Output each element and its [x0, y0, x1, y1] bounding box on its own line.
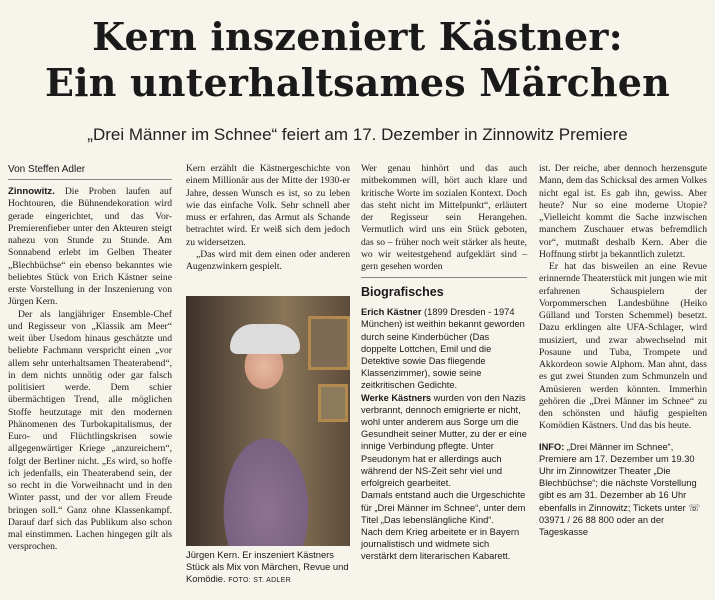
biography-box	[361, 277, 527, 562]
article-paragraph: „Das wird mit dem einen oder anderen Augenzwinkern gespielt.	[186, 248, 350, 272]
photo-caption: Jürgen Kern. Er inszeniert Kästners Stück als Mix von Märchen, Revue und Komödie. FOTO: ST. ADLER	[186, 549, 349, 584]
picture-frame	[308, 316, 350, 370]
box-paragraph: Damals entstand auch die Urgeschichte für „Drei Männer im Schnee“, unter dem Titel „Das lebenslängliche Kind“.	[361, 490, 526, 525]
picture-frame	[318, 384, 348, 422]
box-paragraph: Werke Kästners wurden von den Nazis verbrannt, dennoch emigrierte er nicht, wohl unter anderem aus Sorge um die Gesundheit seiner Mutter, zu der er eine innige Verbindung pflegte. Unter Pseudonym hat er allerdings auch während der NS-Zeit sehr viel und erfolgreich gearbeitet.	[361, 392, 527, 489]
article-paragraph: Zinnowitz. Die Proben laufen auf Hochtouren, die Bühnendekoration wird gerade eingerichtet, und das Vor-Premierenfieber unter den Akteuren steigt nahezu von Stunde zu Stunde. Am Sonnabend erlebt im Gelben Theater „Blechbüchse“ ein ebenso bekanntes wie beliebtes Stück von Erich Kästner seine erste Vorstellung in der Inszenierung von Jürgen Kern.	[8, 186, 172, 308]
box-paragraph: Nach dem Krieg arbeitete er in Bayern journalistisch und widmete sich verstärkt dem literarischen Kabarett.	[361, 526, 520, 562]
dateline: Zinnowitz.	[8, 186, 55, 197]
box-paragraph: Erich Kästner (1899 Dresden - 1974 München) ist weithin bekannt geworden durch seine Kinderbücher (Das doppelte Lottchen, Emil und die Detektive sowie Das fliegende Klassenzimmer), sowie seine zeitkritischen Gedichte.	[361, 307, 525, 391]
headline-line-2: Ein unterhaltsames Märchen	[44, 60, 670, 105]
portrait-hair	[230, 324, 300, 354]
article-paragraph: Wer genau hinhört und das auch mitbekommen will, hört auch klare und kritische Worte im sozialen Kontext. Doch das steht nicht im Mittelpunkt“, erläutert der Regisseur sein Herangehen. Vermutlich wird uns ein Stück geboten, das so – früher noch weit stärker als heute, wo wir weitestgehend aufgeklärt sind – gern gesehen worden	[361, 163, 527, 272]
byline: Von Steffen Adler	[8, 163, 172, 180]
box-title: Biografisches	[361, 277, 527, 300]
photo-credit: FOTO: ST. ADLER	[228, 577, 291, 584]
article-column-2	[186, 163, 350, 273]
article-column-4	[539, 163, 707, 538]
headline	[0, 14, 715, 106]
article-paragraph: Der als langjähriger Ensemble-Chef und Regisseur von „Klassik am Meer“ weit über Usedom hinaus geschätzte und beliebte Fachmann verspricht einen „vor allem sehr unterhaltsamen Theaterabend“, in dem nichts unnötig oder gar falsch politisiert werde. Dem schier übermächtigen Trend, alle möglichen Stoffe heutzutage mit den modernen Phänomenen des Turbokapitalismus, der Euro- und Flüchtlingskrisen sowie allgegenwärtiger Kriege „anzureichern“, folgt der Berliner nicht. „Es wird, so hoffe ich jedenfalls, ein Theaterabend sein, der so recht in die Vorweihnacht und in den Winter passt, und der vor allem Freude bringen soll.“ Ganz ohne Klassenkampf. Darauf darf sich das Publikum also schon mal einstimmen. Lachen hingegen gilt als versprochen.	[8, 308, 172, 553]
info-box: INFO: „Drei Männer im Schnee“, Premiere am 17. Dezember um 19.30 Uhr im Zinnowitzer Theater „Die Blechbüchse“; die nächste Vorstellung gibt es am 31. Dezember ab 16 Uhr ebenfalls in Zinnowitz; Tickets unter ☏ 03971 / 26 88 800 oder an der Tageskasse	[539, 441, 700, 537]
headline-line-1: Kern inszeniert Kästner:	[92, 14, 623, 59]
article-paragraph: ist. Der reiche, aber dennoch herzensgute Mann, dem das Schicksal des armen Volkes nicht egal ist. Es gab ihn, gewiss. Aber heute? Nur so eine moderne Utopie? „Vielleicht kommt die Sache inzwischen manchem Zuschauer etwas befremdlich vor“, mutmaßt deshalb Kern. Aber die Hoffnung stirbt ja bekanntlich zuletzt.	[539, 163, 707, 260]
article-paragraph: Er hat das bisweilen an eine Revue erinnernde Theaterstück mit jungen wie mit erfahrenen Schauspielern der Vorpommerschen Landesbühne (Heiko Gülland und Torsten Schemmel) besetzt. Dazu erklingen alte UFA-Schlager, wird musiziert, und zwar abwechselnd mit Posaune und Tuba, Trompete und Akkordeon sowie Alphorn. Man ahnt, dass es gut zwei Stunden zum Schmunzeln und Amüsieren werden könnten. Immerhin gehören die „Drei Männer im Schnee“ zu den schönsten und häufig gespielten Komödien Kästners. Und das bis heute.	[539, 261, 707, 432]
article-column-3	[361, 163, 527, 563]
article-paragraph: Kern erzählt die Kästnergeschichte von einem Millionär aus der Mitte der 1930-er Jahre, dessen Wunsch es ist, so zu leben wie das einfache Volk. Sehr schnell aber muss er erfahren, das Armut als Schande betrachtet wird. Er weiß sich dem jedoch zu widersetzen.	[186, 163, 350, 248]
subheadline: „Drei Männer im Schnee“ feiert am 17. Dezember in Zinnowitz Premiere	[87, 125, 628, 144]
portrait-photo	[186, 296, 350, 546]
article-column-1	[8, 163, 172, 554]
